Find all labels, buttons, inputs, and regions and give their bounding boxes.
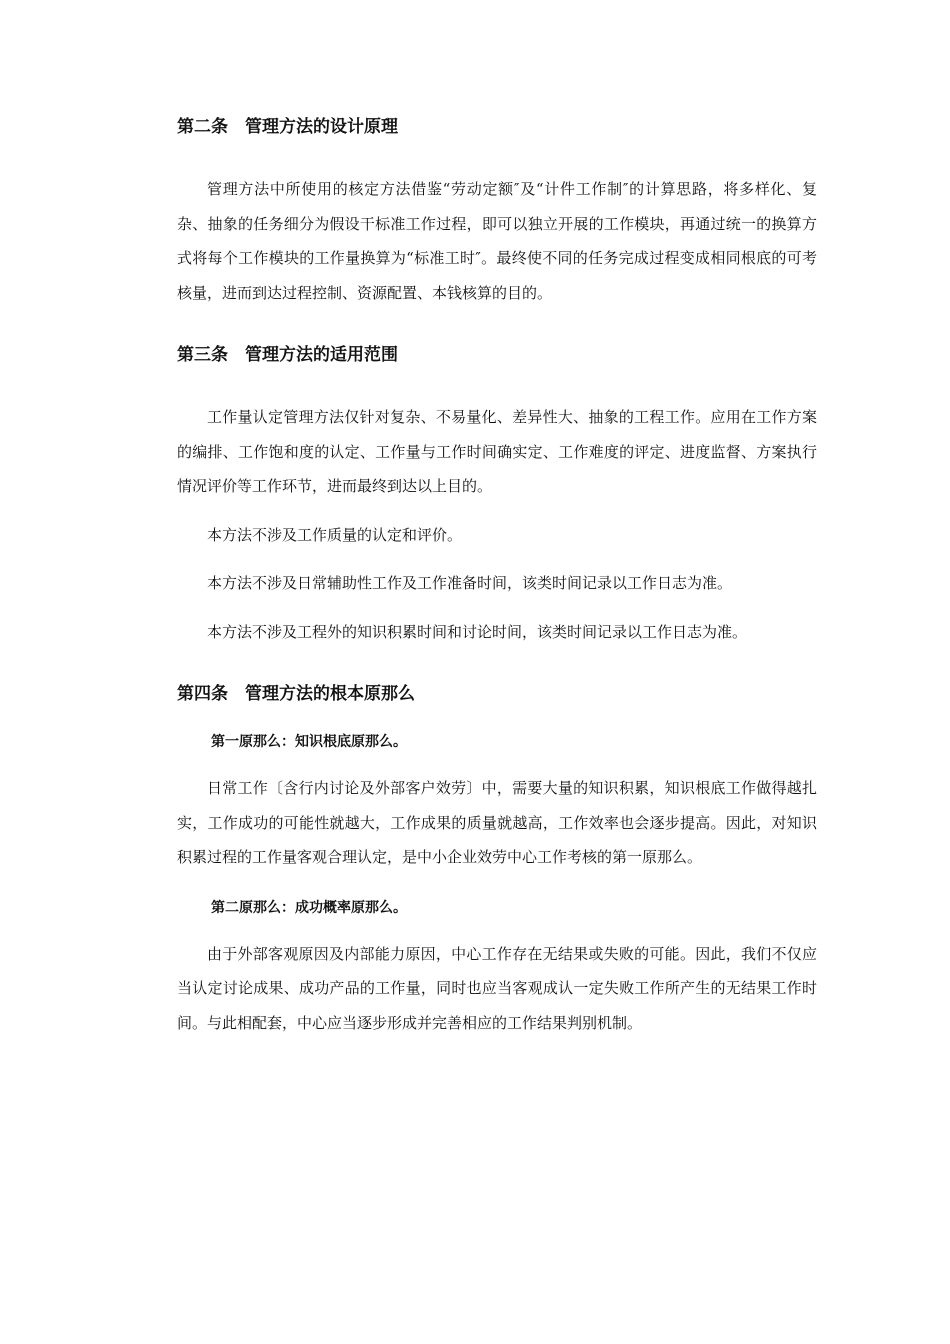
- section-heading-scope: 第三条 管理方法的适用范围: [177, 345, 398, 365]
- principle-2-title: 第二原那么：成功概率原那么。: [211, 899, 407, 916]
- section-heading-basic-principles: 第四条 管理方法的根本原那么: [177, 684, 415, 704]
- paragraph-design-principle: 管理方法中所使用的核定方法借鉴“劳动定额″及“计件工作制″的计算思路，将多样化、复杂、抽象的任务细分为假设干标准工作过程，即可以独立开展的工作模块，再通过统一的换算方式将每个工作模块的工作量换算为“标准工时″。最终使不同的任务完成过程变成相同根底的可考核量，进而到达过程控制、资源配置、本钱核算的目的。: [177, 180, 817, 302]
- principle-1-text: 日常工作〔含行内讨论及外部客户效劳〕中，需要大量的知识积累，知识根底工作做得越扎实，工作成功的可能性就越大，工作成果的质量就越高，工作效率也会逐步提高。因此，对知识积累过程的工作量客观合理认定，是中小企业效劳中心工作考核的第一原那么。: [177, 779, 817, 866]
- paragraph-scope-3: 本方法不涉及日常辅助性工作及工作准备时间，该类时间记录以工作日志为准。: [207, 574, 733, 592]
- paragraph-scope-1: 工作量认定管理方法仅针对复杂、不易量化、差异性大、抽象的工程工作。应用在工作方案的编排、工作饱和度的认定、工作量与工作时间确实定、工作难度的评定、进度监督、方案执行情况评价等工作环节，进而最终到达以上目的。: [177, 408, 817, 495]
- paragraph-scope-2: 本方法不涉及工作质量的认定和评价。: [207, 525, 463, 544]
- section-heading-design-principle: 第二条 管理方法的设计原理: [177, 117, 398, 137]
- document-body: [177, 112, 817, 1040]
- principle-2-text: 由于外部客观原因及内部能力原因，中心工作存在无结果或失败的可能。因此，我们不仅应当认定讨论成果、成功产品的工作量，同时也应当客观成认一定失败工作所产生的无结果工作时间。与此相配套，中心应当逐步形成并完善相应的工作结果判别机制。: [177, 944, 817, 1032]
- paragraph-scope-4: 本方法不涉及工程外的知识积累时间和讨论时间，该类时间记录以工作日志为准。: [207, 622, 748, 641]
- principle-1-title: 第一原那么：知识根底原那么。: [211, 734, 407, 750]
